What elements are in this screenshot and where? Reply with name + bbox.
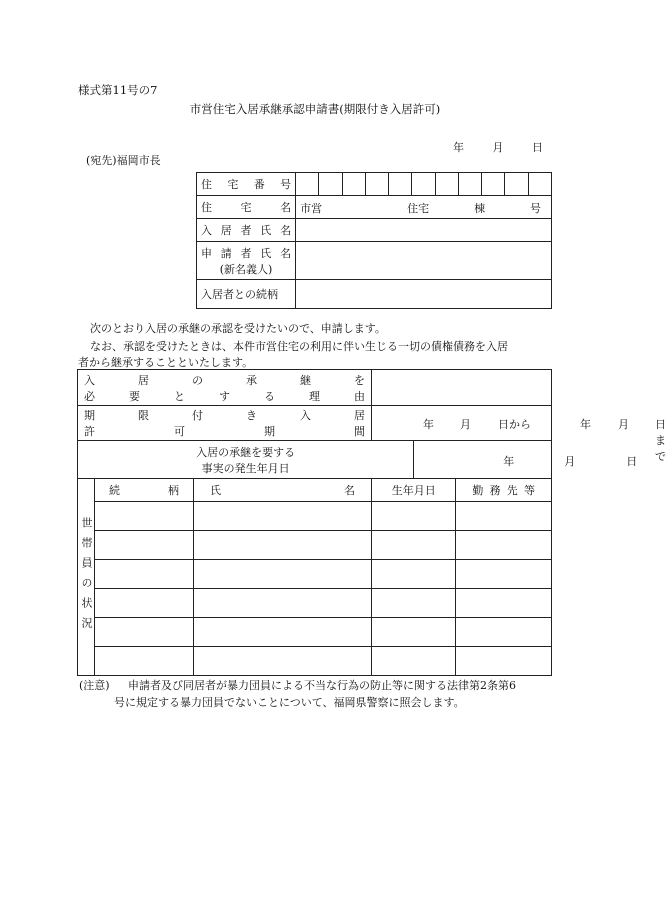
resident-name-label: 入 居 者 氏 名 <box>201 224 292 237</box>
house-number-box[interactable] <box>365 173 388 196</box>
statement-line-2: なお、承認を受けたときは、本件市営住宅の利用に伴い生じる一切の債権債務を入居 <box>90 340 508 353</box>
birth-cell[interactable] <box>372 502 456 531</box>
house-name-city: 市営 <box>300 202 323 215</box>
work-cell[interactable] <box>456 502 552 531</box>
date-day: 日 <box>532 141 543 154</box>
house-number-box[interactable] <box>458 173 481 196</box>
applicant-name-field[interactable] <box>296 242 552 280</box>
house-name-field[interactable] <box>296 196 552 219</box>
fact-day: 日 <box>626 454 638 468</box>
table-row <box>78 618 552 647</box>
period-year-1: 年 <box>423 418 434 431</box>
relation-field[interactable] <box>296 280 552 309</box>
fact-month: 月 <box>564 454 576 468</box>
house-number-label: 住 宅 番 号 <box>201 178 292 191</box>
house-number-box[interactable] <box>482 173 505 196</box>
note-label: (注意) <box>79 679 110 692</box>
period-month-2: 月 <box>618 418 629 431</box>
period-day-2: 日まで <box>655 418 666 463</box>
house-number-box[interactable] <box>296 173 319 196</box>
applicant-name-label: 申 請 者 氏 名 <box>201 246 292 260</box>
work-cell[interactable] <box>456 618 552 647</box>
form-title: 市営住宅入居承継承認申請書(期限付き入居許可) <box>189 102 441 116</box>
house-number-box[interactable] <box>435 173 458 196</box>
table-row <box>78 531 552 560</box>
note-line-1: 申請者及び同居者が暴力団員による不当な行為の防止等に関する法律第2条第6 <box>128 679 516 692</box>
addressee: (宛先)福岡市長 <box>86 154 161 167</box>
note-line-2: 号に規定する暴力団員でないことについて、福岡県警察に照会します。 <box>114 696 465 709</box>
birth-cell[interactable] <box>372 531 456 560</box>
work-cell[interactable] <box>456 531 552 560</box>
relation-cell[interactable] <box>95 647 194 676</box>
date-month: 月 <box>492 141 504 154</box>
fact-year: 年 <box>503 454 515 468</box>
table-row <box>78 589 552 618</box>
period-month-1: 月 <box>460 418 471 431</box>
house-number-box[interactable] <box>528 173 551 196</box>
period-label-1: 期 限 付 き 入 居 <box>84 409 365 422</box>
house-name-label: 住 宅 名 <box>201 201 292 214</box>
birth-cell[interactable] <box>372 589 456 618</box>
house-number-box[interactable] <box>389 173 412 196</box>
date-line <box>453 139 543 155</box>
applicant-table <box>196 172 552 309</box>
fact-label-2: 事実の発生年月日 <box>201 461 290 475</box>
applicant-sub-label: (新名義人) <box>219 262 273 276</box>
reason-field[interactable] <box>372 370 552 406</box>
relation-label: 入居者との続柄 <box>197 280 296 309</box>
relation-cell[interactable] <box>95 618 194 647</box>
col-relation-header: 続 柄 <box>109 484 179 497</box>
fact-label-1: 入居の承継を要する <box>196 445 296 459</box>
col-name-2: 名 <box>344 484 355 497</box>
col-birth-header: 生年月日 <box>372 479 456 502</box>
house-name-house: 住宅 <box>407 202 430 215</box>
period-label-2: 許 可 期 間 <box>84 425 365 438</box>
name-cell[interactable] <box>194 647 372 676</box>
name-cell[interactable] <box>194 560 372 589</box>
relation-cell[interactable] <box>95 531 194 560</box>
birth-cell[interactable] <box>372 618 456 647</box>
period-field[interactable] <box>372 406 666 463</box>
reason-label-1: 入 居 の 承 継 を <box>84 373 365 387</box>
col-work-header: 勤 務 先 等 <box>472 484 535 497</box>
work-cell[interactable] <box>456 560 552 589</box>
house-name-building: 棟 <box>474 202 486 215</box>
work-cell[interactable] <box>456 589 552 618</box>
birth-cell[interactable] <box>372 647 456 676</box>
name-cell[interactable] <box>194 502 372 531</box>
period-year-2: 年 <box>580 418 591 431</box>
statement-line-3: 者から継承することといたします。 <box>78 356 254 369</box>
col-name-header <box>210 482 355 498</box>
house-number-box[interactable] <box>412 173 435 196</box>
work-cell[interactable] <box>456 647 552 676</box>
relation-cell[interactable] <box>95 502 194 531</box>
house-number-box[interactable] <box>342 173 365 196</box>
main-table <box>77 369 666 676</box>
relation-cell[interactable] <box>95 560 194 589</box>
table-row <box>78 502 552 531</box>
fact-date-field[interactable] <box>414 441 638 479</box>
house-number-box[interactable] <box>505 173 528 196</box>
table-row <box>78 560 552 589</box>
date-year: 年 <box>453 141 464 154</box>
statement-line-1: 次のとおり入居の承継の承認を受けたいので、申請します。 <box>90 322 386 335</box>
name-cell[interactable] <box>194 531 372 560</box>
period-day-1: 日から <box>498 418 531 431</box>
birth-cell[interactable] <box>372 560 456 589</box>
col-name-1: 氏 <box>210 484 221 497</box>
house-number-box[interactable] <box>319 173 342 196</box>
name-cell[interactable] <box>194 589 372 618</box>
table-row <box>78 647 552 676</box>
reason-label-2: 必 要 と す る 理 由 <box>84 389 365 403</box>
name-cell[interactable] <box>194 618 372 647</box>
form-number: 様式第11号の7 <box>78 83 158 97</box>
resident-name-field[interactable] <box>296 219 552 242</box>
household-label: 世帯員の状況 <box>80 517 93 637</box>
relation-cell[interactable] <box>95 589 194 618</box>
house-name-room: 号 <box>530 202 541 215</box>
